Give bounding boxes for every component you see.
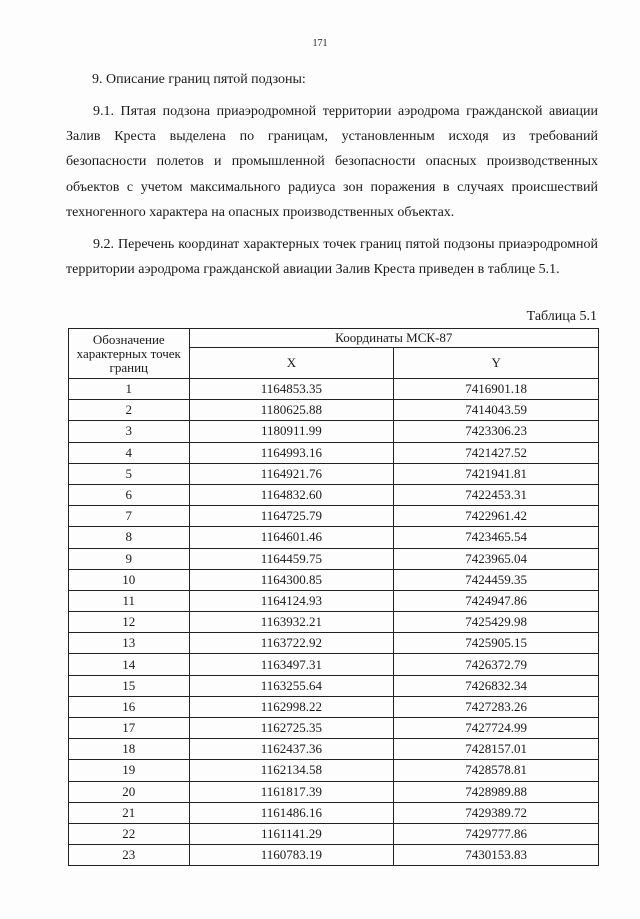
x-coordinate-cell: 1161141.29 [189, 823, 394, 844]
y-coordinate-cell: 7426372.79 [394, 654, 599, 675]
x-coordinate-cell: 1161817.39 [189, 781, 394, 802]
table-row [69, 569, 599, 590]
point-number-cell: 9 [69, 548, 190, 569]
x-coordinate-cell: 1164601.46 [189, 527, 394, 548]
y-coordinate-cell: 7425429.98 [394, 612, 599, 633]
y-coordinate-cell: 7423306.23 [394, 421, 599, 442]
y-coordinate-cell: 7425905.15 [394, 633, 599, 654]
y-coordinate-cell: 7427724.99 [394, 718, 599, 739]
y-coordinate-cell: 7423965.04 [394, 548, 599, 569]
point-number-cell: 12 [69, 612, 190, 633]
x-coordinate-cell: 1162998.22 [189, 696, 394, 717]
x-coordinate-cell: 1163497.31 [189, 654, 394, 675]
y-coordinate-cell: 7428157.01 [394, 739, 599, 760]
x-coordinate-cell: 1163255.64 [189, 675, 394, 696]
point-number-cell: 17 [69, 718, 190, 739]
table-row [69, 506, 599, 527]
y-coordinate-cell: 7424947.86 [394, 590, 599, 611]
point-number-cell: 19 [69, 760, 190, 781]
paragraph-9-1: 9.1. Пятая подзона приаэродромной территории аэродрома гражданской авиации Залив Креста выделена по границам, установленным исходя из требований безопасности полетов и промышленной безопасности опасных производственных объектов с учетом максимального радиуса зон поражения в случаях происшествий техногенного характера на опасных производственных объектах. [66, 104, 598, 220]
y-coordinate-cell: 7426832.34 [394, 675, 599, 696]
table-row [69, 802, 599, 823]
table-row [69, 400, 599, 421]
coordinates-table [68, 328, 599, 866]
page-number: 171 [312, 38, 328, 49]
y-coordinate-cell: 7429389.72 [394, 802, 599, 823]
y-coordinate-cell: 7429777.86 [394, 823, 599, 844]
y-coordinate-cell: 7430153.83 [394, 845, 599, 866]
x-coordinate-cell: 1164832.60 [189, 484, 394, 505]
y-coordinate-cell: 7422453.31 [394, 484, 599, 505]
point-number-cell: 23 [69, 845, 190, 866]
x-coordinate-cell: 1162725.35 [189, 718, 394, 739]
table-row [69, 845, 599, 866]
y-coordinate-cell: 7416901.18 [394, 379, 599, 400]
y-coordinate-cell: 7414043.59 [394, 400, 599, 421]
x-coordinate-cell: 1164459.75 [189, 548, 394, 569]
header-x: X [189, 348, 394, 379]
point-number-cell: 22 [69, 823, 190, 844]
point-number-cell: 11 [69, 590, 190, 611]
point-number-cell: 16 [69, 696, 190, 717]
point-number-cell: 21 [69, 802, 190, 823]
x-coordinate-cell: 1164725.79 [189, 506, 394, 527]
y-coordinate-cell: 7422961.42 [394, 506, 599, 527]
point-number-cell: 7 [69, 506, 190, 527]
section-heading: 9. Описание границ пятой подзоны: [92, 72, 306, 87]
header-coordinates: Координаты МСК-87 [189, 329, 598, 348]
x-coordinate-cell: 1161486.16 [189, 802, 394, 823]
table-row [69, 590, 599, 611]
y-coordinate-cell: 7423465.54 [394, 527, 599, 548]
point-number-cell: 10 [69, 569, 190, 590]
x-coordinate-cell: 1163722.92 [189, 633, 394, 654]
x-coordinate-cell: 1164853.35 [189, 379, 394, 400]
x-coordinate-cell: 1164124.93 [189, 590, 394, 611]
point-number-cell: 4 [69, 442, 190, 463]
table-row [69, 654, 599, 675]
table-row [69, 675, 599, 696]
table-row [69, 463, 599, 484]
table-row [69, 421, 599, 442]
point-number-cell: 18 [69, 739, 190, 760]
table-row [69, 633, 599, 654]
y-coordinate-cell: 7428578.81 [394, 760, 599, 781]
x-coordinate-cell: 1180911.99 [189, 421, 394, 442]
paragraph-9-2: 9.2. Перечень координат характерных точек границ пятой подзоны приаэродромной территории аэродрома гражданской авиации Залив Креста приведен в таблице 5.1. [66, 237, 598, 278]
y-coordinate-cell: 7427283.26 [394, 696, 599, 717]
table-row [69, 484, 599, 505]
table-row [69, 379, 599, 400]
table-row [69, 696, 599, 717]
point-number-cell: 8 [69, 527, 190, 548]
table-row [69, 527, 599, 548]
x-coordinate-cell: 1163932.21 [189, 612, 394, 633]
point-number-cell: 15 [69, 675, 190, 696]
table-body [69, 379, 599, 866]
y-coordinate-cell: 7421427.52 [394, 442, 599, 463]
table-row [69, 612, 599, 633]
table-caption: Таблица 5.1 [526, 309, 597, 324]
x-coordinate-cell: 1164921.76 [189, 463, 394, 484]
y-coordinate-cell: 7421941.81 [394, 463, 599, 484]
point-number-cell: 5 [69, 463, 190, 484]
table-row [69, 760, 599, 781]
table-row [69, 718, 599, 739]
header-y: Y [394, 348, 599, 379]
point-number-cell: 2 [69, 400, 190, 421]
table-row [69, 823, 599, 844]
x-coordinate-cell: 1160783.19 [189, 845, 394, 866]
table-row [69, 442, 599, 463]
x-coordinate-cell: 1162134.58 [189, 760, 394, 781]
x-coordinate-cell: 1164300.85 [189, 569, 394, 590]
table-row [69, 781, 599, 802]
x-coordinate-cell: 1164993.16 [189, 442, 394, 463]
point-number-cell: 13 [69, 633, 190, 654]
point-number-cell: 14 [69, 654, 190, 675]
point-number-cell: 20 [69, 781, 190, 802]
point-number-cell: 6 [69, 484, 190, 505]
point-number-cell: 1 [69, 379, 190, 400]
header-designation: Обозначение характерных точек границ [69, 329, 190, 379]
y-coordinate-cell: 7428989.88 [394, 781, 599, 802]
table-row [69, 548, 599, 569]
table-row [69, 739, 599, 760]
y-coordinate-cell: 7424459.35 [394, 569, 599, 590]
x-coordinate-cell: 1162437.36 [189, 739, 394, 760]
x-coordinate-cell: 1180625.88 [189, 400, 394, 421]
point-number-cell: 3 [69, 421, 190, 442]
